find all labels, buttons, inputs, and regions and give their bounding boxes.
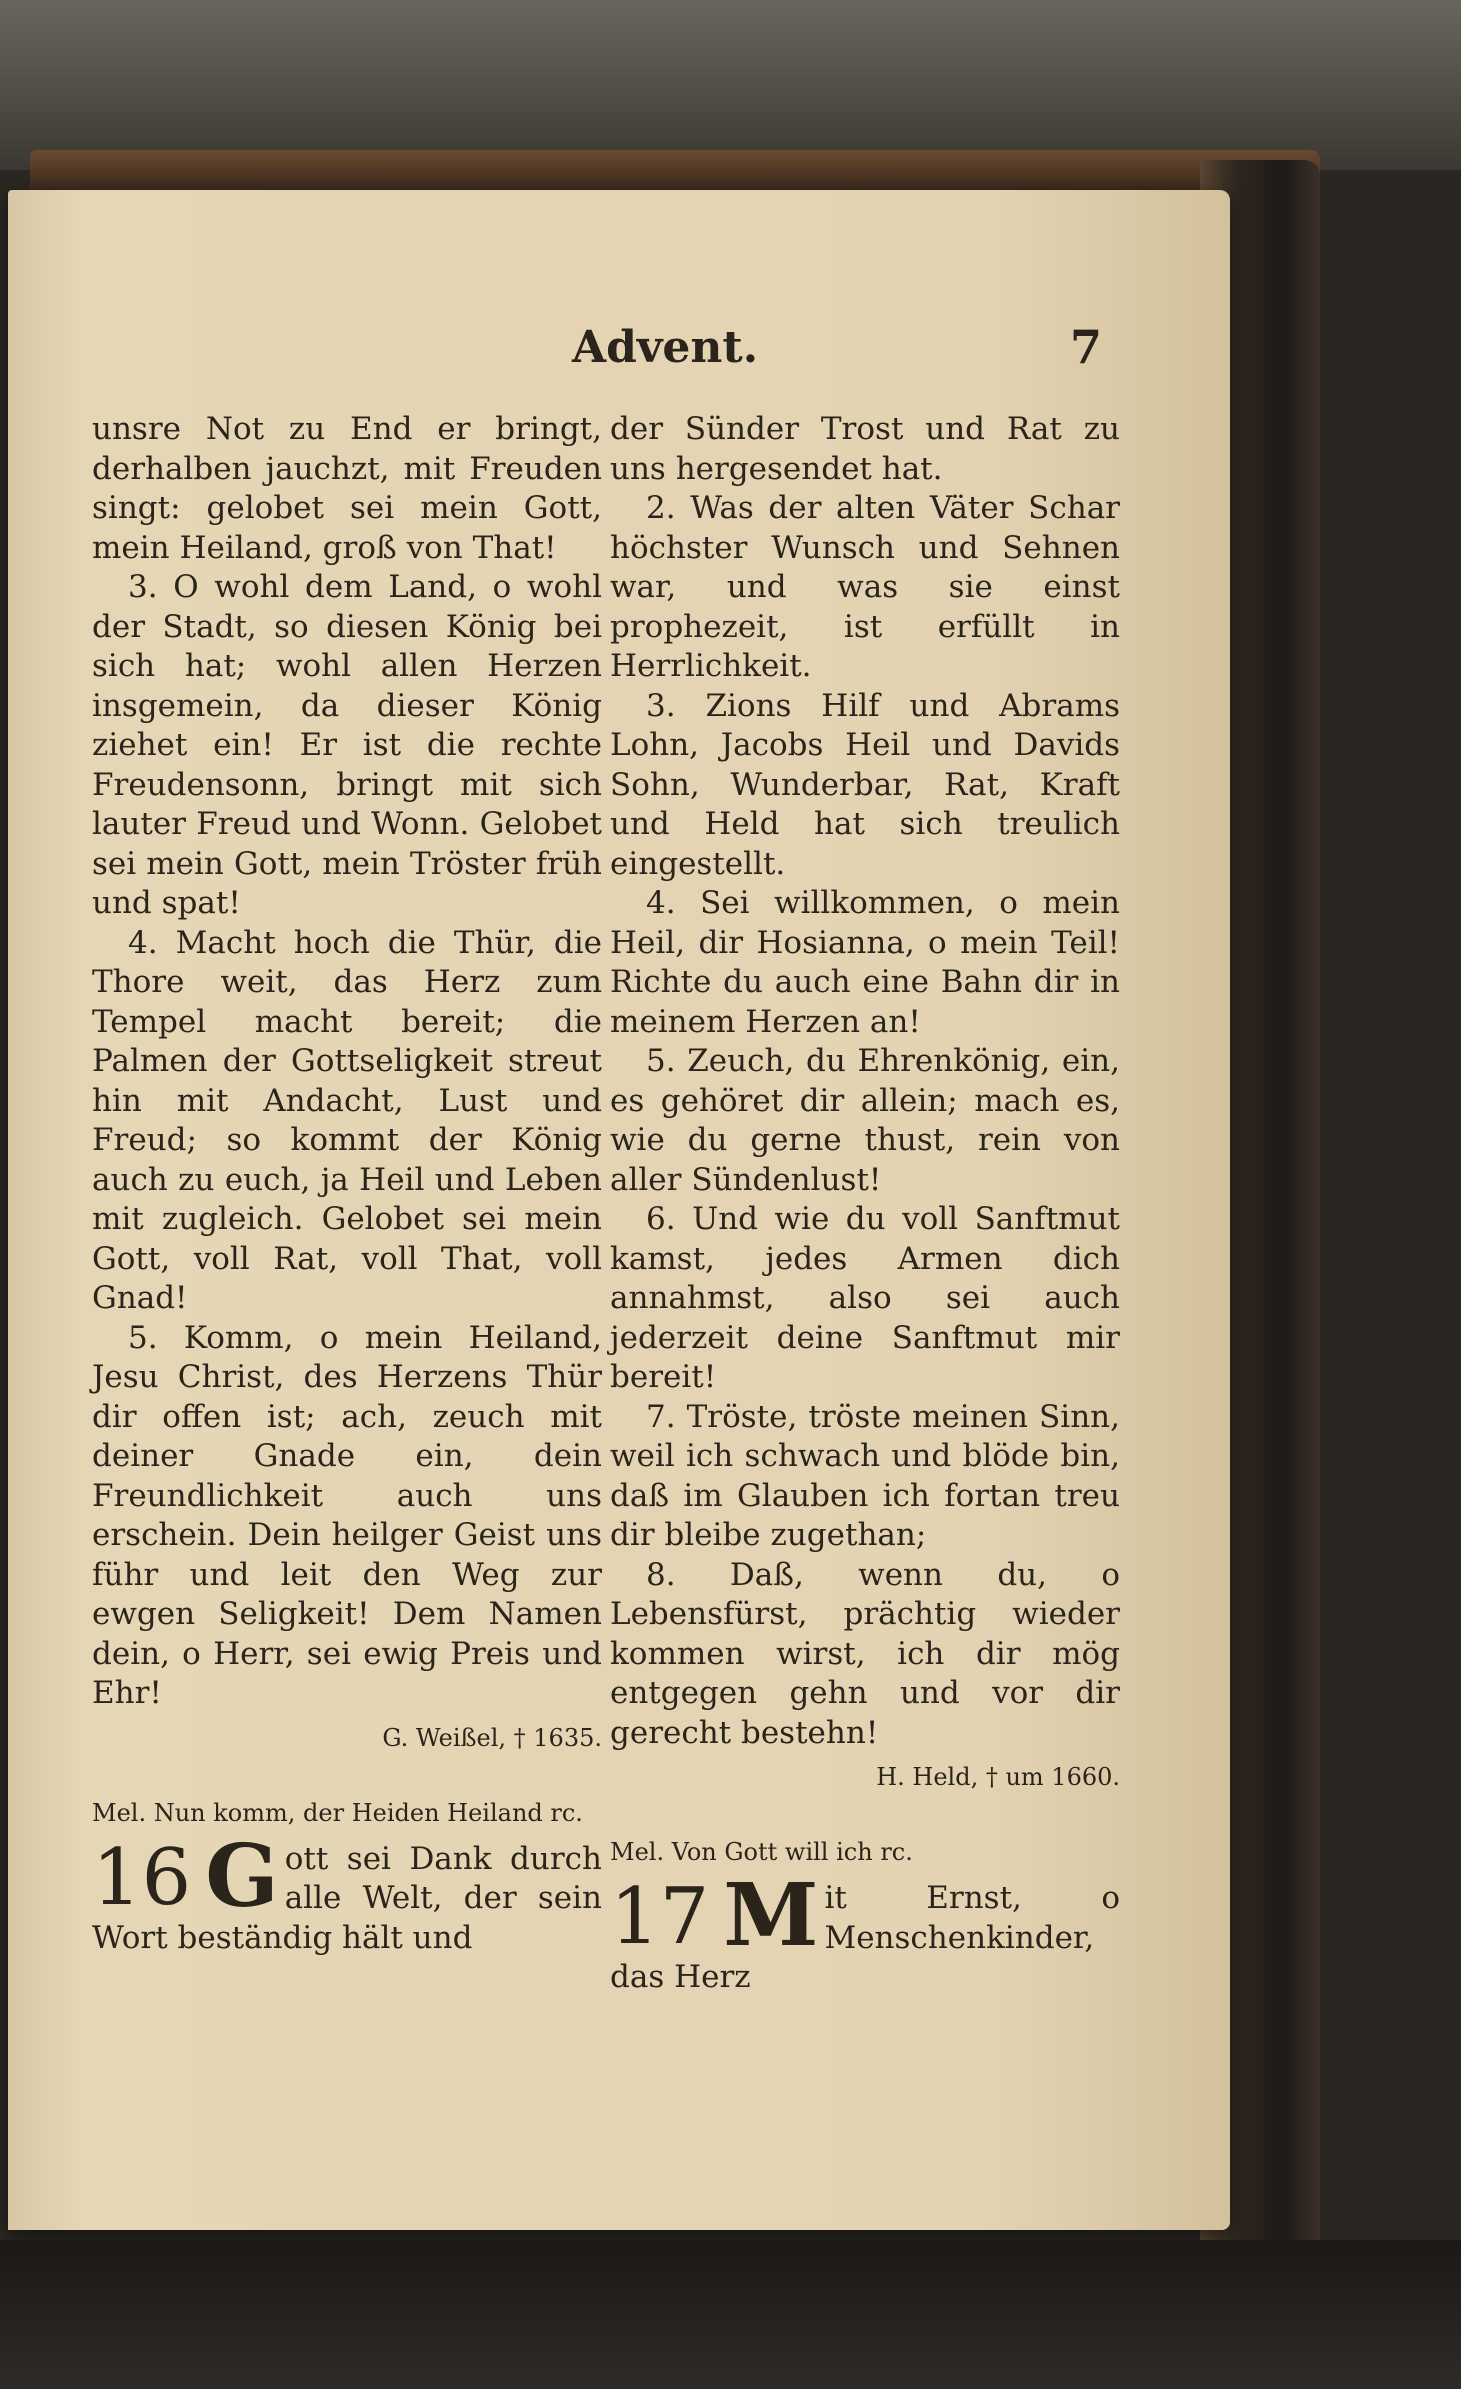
page-number: 7	[1070, 320, 1103, 374]
drop-cap: G	[205, 1839, 279, 1927]
melody-note: Mel. Nun komm, der Heiden Heiland rc.	[92, 1798, 583, 1827]
left-column	[92, 410, 602, 1958]
hymn-text: ott sei Dank durch alle Welt, der sein Wort beständig hält und	[92, 1840, 602, 1956]
drop-cap: M	[723, 1879, 819, 1966]
verse-4: 4. Macht hoch die Thür, die Thore weit, das Herz zum Tempel macht bereit; die Palmen der Gottseligkeit streut hin mit Andacht, Lust und Freud; so kommt der König auch zu euch, ja Heil und Leben mit zugleich. Gelobet sei mein Gott, voll Rat, voll That, voll Gnad!	[92, 924, 602, 1316]
verse-continuation: unsre Not zu End er bringt, derhalben jauchzt, mit Freuden singt: gelobet sei mein Gott, mein Heiland, groß von That!	[92, 411, 602, 566]
background-bottom	[0, 2240, 1461, 2389]
running-header: Advent.	[571, 322, 759, 373]
hymn-16	[92, 1840, 602, 1959]
melody-note: Mel. Von Gott will ich rc.	[610, 1838, 913, 1866]
author-attribution: G. Weißel, † 1635.	[382, 1723, 602, 1752]
verse-8: 8. Daß, wenn du, o Lebensfürst, prächtig wieder kommen wirst, ich dir mög entgegen gehn und vor dir gerecht bestehn!	[610, 1556, 1120, 1751]
hymn-number: 16	[92, 1839, 192, 1923]
verse-6: 6. Und wie du voll Sanftmut kamst, jedes Armen dich annahmst, also sei auch jederzeit deine Sanftmut mir bereit!	[610, 1201, 1120, 1395]
verse-4: 4. Sei willkommen, o mein Heil, dir Hosianna, o mein Teil! Richte du auch eine Bahn dir in meinem Herzen an!	[610, 885, 1120, 1040]
verse-continuation: der Sünder Trost und Rat zu uns hergesendet hat.	[610, 411, 1120, 487]
author-attribution: H. Held, † um 1660.	[876, 1763, 1120, 1791]
hymn-17	[610, 1879, 1120, 1998]
verse-5: 5. Komm, o mein Heiland, Jesu Christ, des Herzens Thür dir offen ist; ach, zeuch mit deiner Gnade ein, dein Freundlichkeit auch uns erschein. Dein heilger Geist uns führ und leit den Weg zur ewgen Seligkeit! Dem Namen dein, o Herr, sei ewig Preis und Ehr!	[92, 1319, 602, 1711]
background-top	[0, 0, 1461, 170]
right-column	[610, 410, 1120, 1998]
book-cover-top	[30, 150, 1320, 190]
hymn-text: it Ernst, o Menschenkinder, das Herz	[610, 1880, 1120, 1995]
verse-3: 3. Zions Hilf und Abrams Lohn, Jacobs Heil und Davids Sohn, Wunderbar, Rat, Kraft und Held hat sich treulich eingestellt.	[610, 687, 1120, 882]
verse-2: 2. Was der alten Väter Schar höchster Wunsch und Sehnen war, und was sie einst prophezeit, ist erfüllt in Herrlichkeit.	[610, 490, 1120, 684]
verse-7: 7. Tröste, tröste meinen Sinn, weil ich schwach und blöde bin, daß im Glauben ich fortan treu dir bleibe zugethan;	[610, 1398, 1120, 1553]
hymn-number: 17	[610, 1879, 710, 1962]
verse-5: 5. Zeuch, du Ehrenkönig, ein, es gehöret dir allein; mach es, wie du gerne thust, rein von aller Sündenlust!	[610, 1043, 1120, 1198]
verse-3: 3. O wohl dem Land, o wohl der Stadt, so diesen König bei sich hat; wohl allen Herzen insgemein, da dieser König ziehet ein! Er ist die rechte Freudensonn, bringt mit sich lauter Freud und Wonn. Gelobet sei mein Gott, mein Tröster früh und spat!	[92, 569, 602, 921]
